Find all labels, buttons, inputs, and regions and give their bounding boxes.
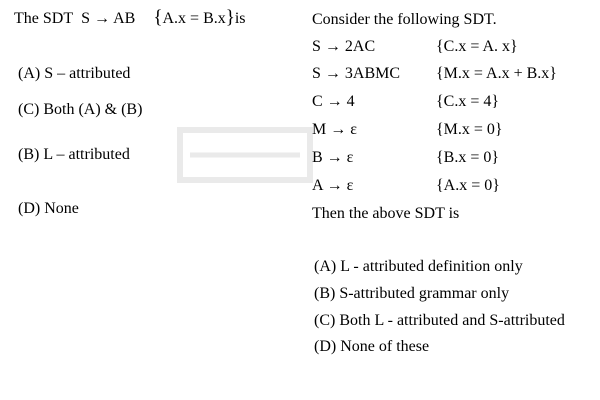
q2-production-row	[312, 64, 557, 84]
production-lhs: S → 3ABMC	[312, 65, 401, 82]
production-lhs: A → ε	[312, 177, 354, 194]
q2-production-row	[312, 92, 499, 112]
production-lhs: S → 2AC	[312, 38, 376, 55]
production-action: {C.x = A. x}	[436, 38, 518, 55]
q2-production-row	[312, 120, 503, 140]
production-lhs: M → ε	[312, 121, 357, 138]
q1-option-b: (B) L – attributed	[18, 146, 130, 163]
q1-suffix: is	[234, 10, 246, 27]
q1-option-d: (D) None	[18, 200, 79, 217]
q1-production: S → AB	[81, 10, 136, 27]
q2-intro: Consider the following SDT.	[312, 11, 497, 28]
production-action: {B.x = 0}	[436, 149, 500, 166]
faint-watermark-icon	[170, 120, 320, 190]
q2-production-row	[312, 37, 518, 57]
q1-semantic-rule: {A.x = B.x}	[153, 7, 235, 28]
q1-option-a: (A) S – attributed	[18, 65, 131, 82]
production-action: {A.x = 0}	[436, 177, 500, 194]
q1-question	[14, 8, 246, 29]
q1-option-c: (C) Both (A) & (B)	[18, 101, 143, 118]
q2-option-c: (C) Both L - attributed and S-attributed	[314, 312, 565, 329]
production-action: {C.x = 4}	[436, 93, 500, 110]
q2-option-a: (A) L - attributed definition only	[314, 258, 523, 275]
q2-production-row	[312, 148, 499, 168]
q2-production-row	[312, 176, 500, 196]
q2-option-d: (D) None of these	[314, 338, 430, 355]
q2-option-b: (B) S-attributed grammar only	[314, 285, 510, 302]
production-lhs: B → ε	[312, 149, 354, 166]
production-action: {M.x = 0}	[436, 121, 503, 138]
q2-question: Then the above SDT is	[312, 205, 460, 222]
production-action: {M.x = A.x + B.x}	[436, 65, 557, 82]
production-lhs: C → 4	[312, 93, 355, 110]
q1-label: The SDT	[14, 10, 74, 27]
